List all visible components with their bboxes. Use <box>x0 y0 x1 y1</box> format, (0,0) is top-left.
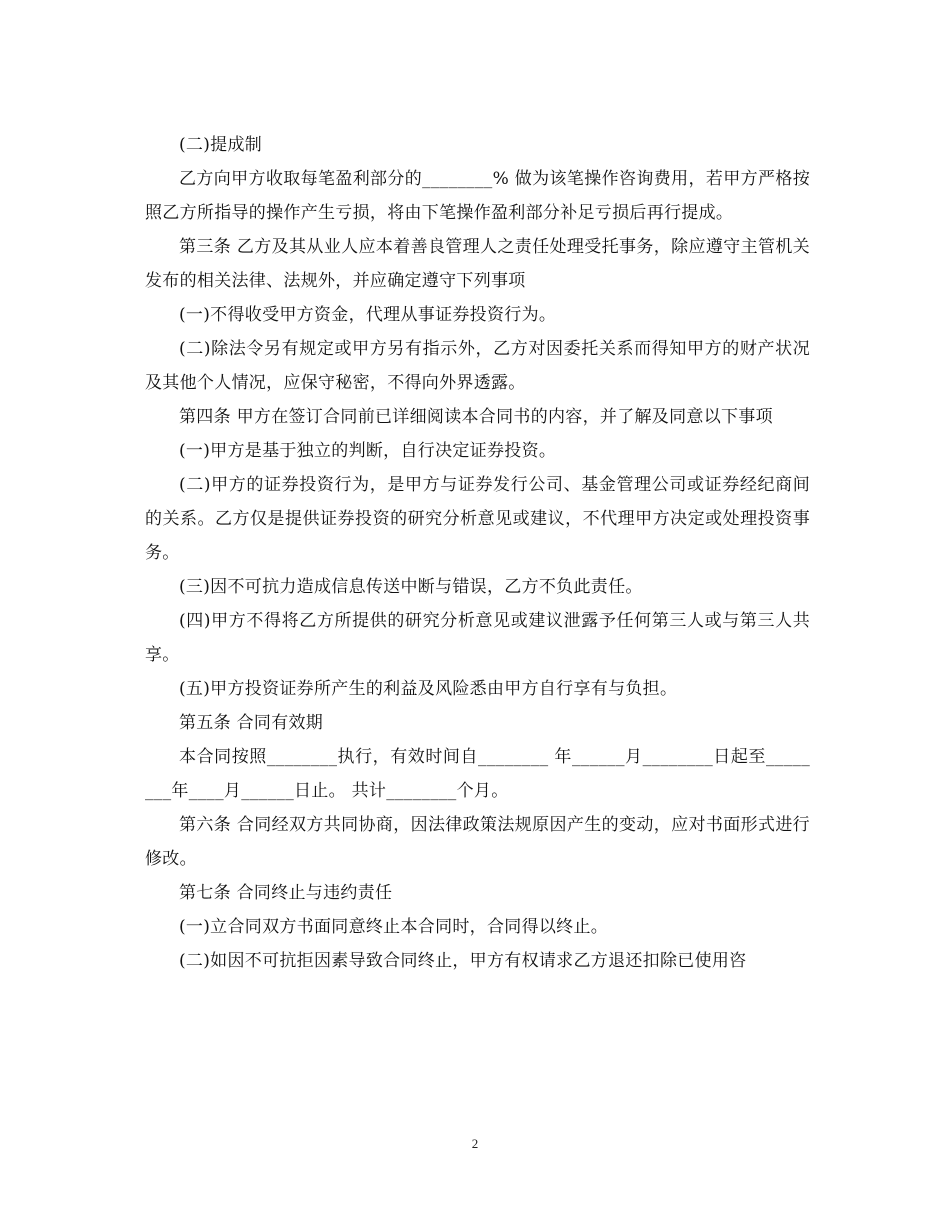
paragraph-article-4-item-5: (五)甲方投资证券所产生的利益及风险悉由甲方自行享有与负担。 <box>179 679 678 699</box>
document-body <box>145 128 810 978</box>
paragraph-article-4: 第四条 甲方在签订合同前已详细阅读本合同书的内容，并了解及同意以下事项 <box>179 407 773 427</box>
paragraph-article-3-item-2: (二)除法令另有规定或甲方另有指示外，乙方对因委托关系而得知甲方的财产状况及其他个人情况，应保守秘密，不得向外界透露。 <box>145 339 810 393</box>
paragraph-article-7-item-2: (二)如因不可抗拒因素导致合同终止，甲方有权请求乙方退还扣除已使用咨 <box>179 951 747 971</box>
paragraph-article-7-item-1: (一)立合同双方书面同意终止本合同时，合同得以终止。 <box>179 917 609 937</box>
paragraph-article-3: 第三条 乙方及其从业人应本着善良管理人之责任处理受托事务，除应遵守主管机关发布的相关法律、法规外，并应确定遵守下列事项 <box>145 237 810 291</box>
paragraph-article-4-item-3: (三)因不可抗力造成信息传送中断与错误，乙方不负此责任。 <box>179 577 643 597</box>
paragraph-article-3-item-1: (一)不得收受甲方资金，代理从事证券投资行为。 <box>179 305 557 325</box>
paragraph-article-5: 第五条 合同有效期 <box>179 713 324 733</box>
paragraph-article-4-item-1: (一)甲方是基于独立的判断，自行决定证券投资。 <box>179 441 557 461</box>
paragraph-article-4-item-2: (二)甲方的证券投资行为，是甲方与证券发行公司、基金管理公司或证券经纪商间的关系。乙方仅是提供证券投资的研究分析意见或建议，不代理甲方决定或处理投资事务。 <box>145 475 810 563</box>
paragraph-article-7: 第七条 合同终止与违约责任 <box>179 883 393 903</box>
paragraph-article-6: 第六条 合同经双方共同协商，因法律政策法规原因产生的变动，应对书面形式进行修改。 <box>145 815 810 869</box>
page-number: 2 <box>471 1136 479 1151</box>
paragraph-article-4-item-4: (四)甲方不得将乙方所提供的研究分析意见或建议泄露予任何第三人或与第三人共享。 <box>145 611 810 665</box>
paragraph-article-5-term: 本合同按照________执行，有效时间自________ 年______月________日起至________年____月______日止。 共计________个月。 <box>145 747 810 801</box>
paragraph-commission-heading: (二)提成制 <box>179 135 263 155</box>
paragraph-commission-terms: 乙方向甲方收取每笔盈利部分的________% 做为该笔操作咨询费用，若甲方严格按照乙方所指导的操作产生亏损，将由下笔操作盈利部分补足亏损后再行提成。 <box>145 169 810 223</box>
